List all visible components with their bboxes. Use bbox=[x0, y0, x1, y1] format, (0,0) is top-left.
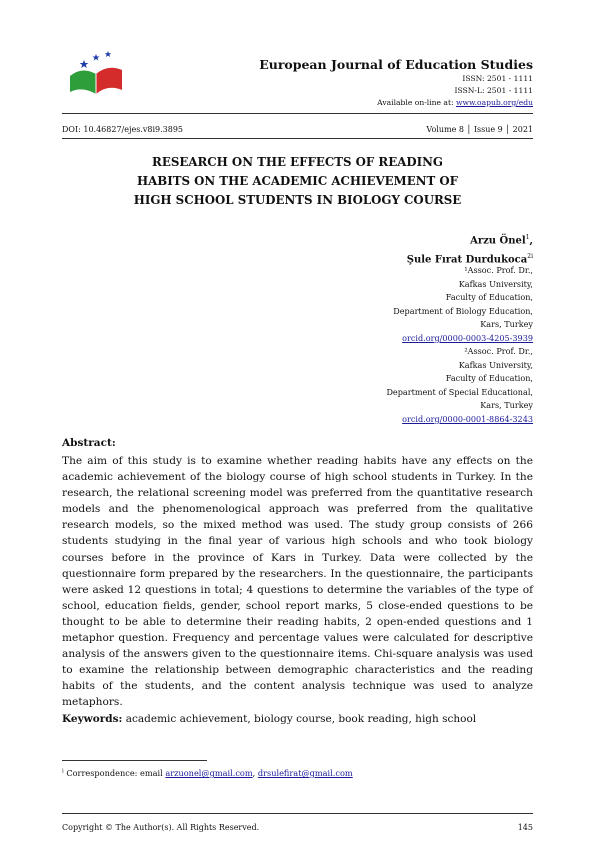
orcid-link-2[interactable]: orcid.org/0000-0001-8864-3243 bbox=[402, 413, 533, 424]
article-title bbox=[62, 153, 533, 210]
header-divider bbox=[62, 113, 533, 114]
abstract-heading: Abstract: bbox=[62, 437, 116, 449]
keywords-text: academic achievement, biology course, book reading, high school bbox=[122, 713, 477, 725]
affiliation-1: ¹Assoc. Prof. Dr., Kafkas University, Faculty of Education, Department of Biology Education, Kars, Turkey orcid.org/0000-0003-4205-3939 ²Assoc. Prof. Dr., Kafkas University, Faculty of Education, Department of Special Educational, Kars, Turkey orcid.org/0000-0001-8864-3243 bbox=[386, 265, 533, 424]
footer-divider bbox=[62, 813, 533, 814]
journal-logo-icon bbox=[62, 48, 132, 98]
page-number: 145 bbox=[517, 823, 533, 832]
copyright: Copyright © The Author(s). All Rights Reserved. bbox=[62, 823, 260, 832]
footnote-divider bbox=[62, 760, 207, 761]
keywords-label: Keywords: bbox=[62, 713, 123, 725]
online-prefix: Available on-line at: bbox=[377, 98, 456, 107]
journal-url-link[interactable]: www.oapub.org/edu bbox=[455, 98, 533, 107]
abstract-text: The aim of this study is to examine whether reading habits have any effects on the academic achievement of the biology course of high school students in Turkey. In the research, the relational screening model was preferred from the quantitative research models and the phenomenological approach was preferred from the qualitative research models, so the mixed method was used. The study group consists of 266 students studying in the final year of various high schools and who took biology courses before in the province of Kars in Turkey. Data were collected by the questionnaire form prepared by the researchers. In the questionnaire, the participants were asked 12 questions in total; 4 questions to determine the variables of the type of school, education fields, gender, school report marks, 5 close-ended questions to be thought to be able to determine their reading habits, 2 open-ended questions and 1 metaphor question. Frequency and percentage values were calculated for descriptive analysis of the answers given to the questionnaire items. Chi-square analysis was used to examine the relationship between demographic characteristics and the reading habits of the students, and the content analysis technique was used to analyze metaphors. bbox=[62, 455, 533, 709]
author-1: Arzu Önel$^1$, bbox=[470, 234, 533, 247]
keywords bbox=[62, 713, 533, 725]
online-availability bbox=[377, 98, 533, 107]
issn: ISSN: 2501 - 1111 bbox=[462, 74, 533, 83]
author-2: Şule Fırat Durdukoca$^{2i}$ bbox=[406, 253, 533, 266]
issn-l: ISSN-L: 2501 - 1111 bbox=[454, 86, 533, 95]
title-line: RESEARCH ON THE EFFECTS OF READING bbox=[152, 155, 443, 169]
email-link-2[interactable]: drsulefirat@gmail.com bbox=[257, 768, 353, 778]
email-link-1[interactable]: arzuonel@gmail.com bbox=[165, 768, 253, 778]
journal-title: European Journal of Education Studies bbox=[259, 57, 533, 72]
volume-issue: Volume 8 │ Issue 9 │ 2021 bbox=[426, 125, 533, 134]
doi: DOI: 10.46827/ejes.v8i9.3895 bbox=[62, 125, 183, 134]
header-bottom-divider bbox=[62, 138, 533, 139]
authors bbox=[407, 230, 533, 269]
title-line: HIGH SCHOOL STUDENTS IN BIOLOGY COURSE bbox=[133, 193, 462, 207]
footnote-correspondence: $^i$ Correspondence: email arzuonel@gmail.com, drsulefirat@gmail.com bbox=[62, 768, 353, 778]
title-line: HABITS ON THE ACADEMIC ACHIEVEMENT OF bbox=[136, 174, 459, 188]
orcid-link-1[interactable]: orcid.org/0000-0003-4205-3939 bbox=[402, 332, 533, 343]
